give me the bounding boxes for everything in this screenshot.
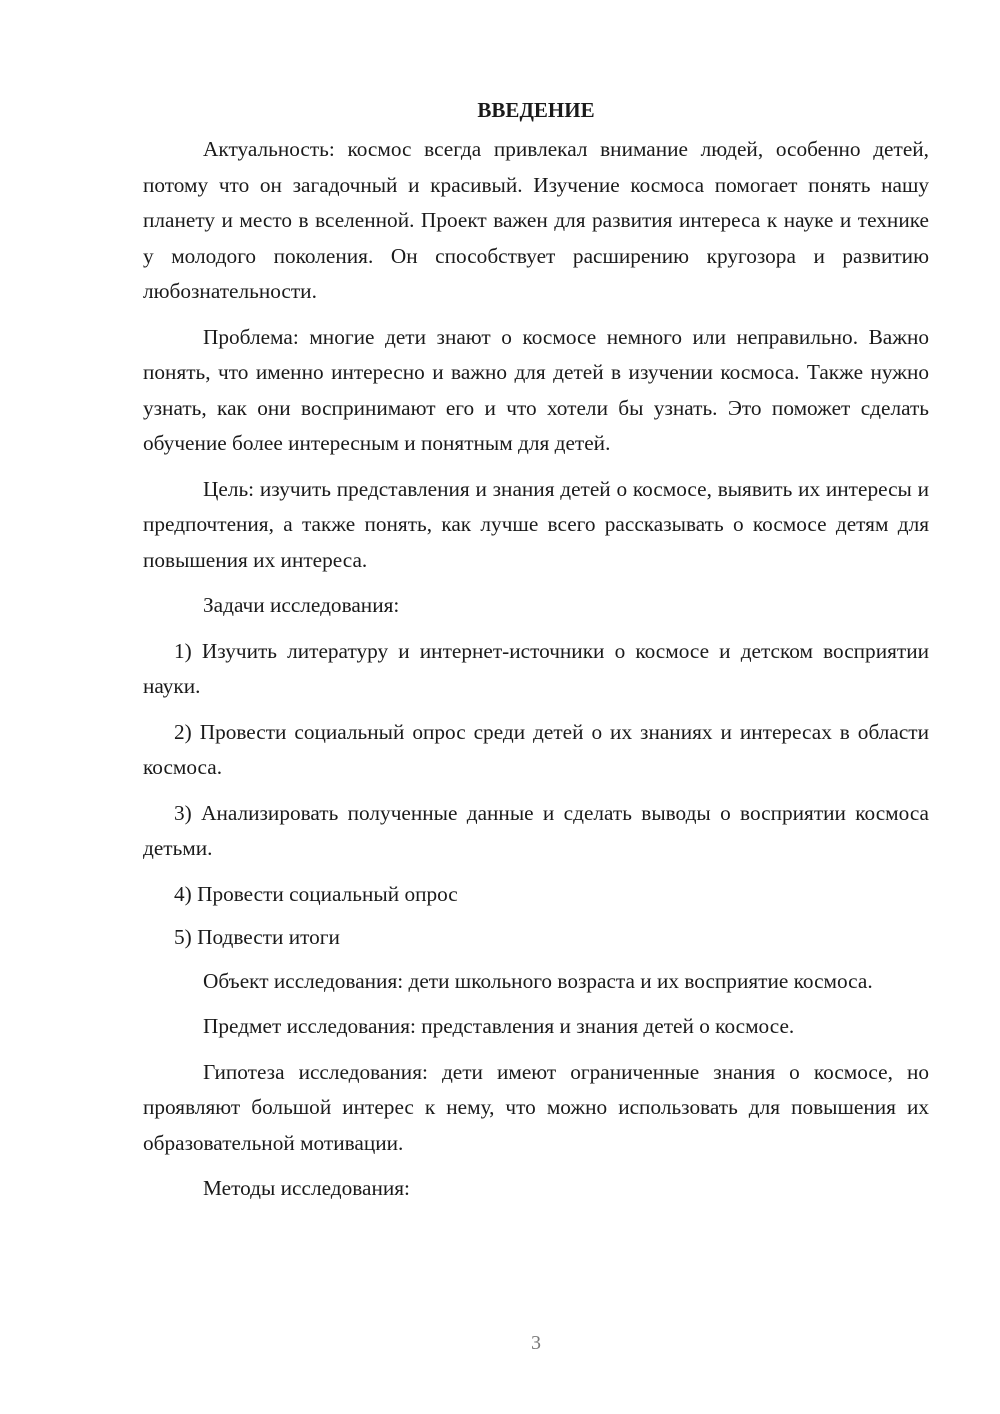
methods-heading: Методы исследования: — [203, 1176, 410, 1200]
tasks-heading: Задачи исследования: — [203, 593, 400, 617]
problem-paragraph: Проблема: многие дети знают о космосе немного или неправильно. Важно понять, что именно интересно и важно для детей в изучении космоса. Также нужно узнать, как они воспринимают его и что хотели бы узнать. Это поможет сделать обучение более интересным и понятным для детей. — [143, 324, 929, 455]
object-paragraph: Объект исследования: дети школьного возраста и их восприятие космоса. — [203, 968, 873, 993]
task-item-1: 1) Изучить литературу и интернет-источники о космосе и детском восприятии науки. — [143, 638, 929, 698]
goal-paragraph: Цель: изучить представления и знания детей о космосе, выявить их интересы и предпочтения, а также понять, как лучше всего рассказывать о космосе детям для повышения их интереса. — [143, 476, 929, 572]
relevance-paragraph: Актуальность: космос всегда привлекал внимание людей, особенно детей, потому что он загадочный и красивый. Изучение космоса помогает понять нашу планету и место в вселенной. Проект важен для развития интереса к науке и технике у молодого поколения. Он способствует расширению кругозора и развитию любознательности. — [143, 137, 929, 303]
task-item-5: 5) Подвести итоги — [174, 925, 340, 949]
page-number: 3 — [531, 1332, 541, 1354]
page-title: ВВЕДЕНИЕ — [477, 98, 595, 122]
task-item-2: 2) Провести социальный опрос среди детей о их знаниях и интересах в области космоса. — [143, 719, 929, 779]
task-item-4: 4) Провести социальный опрос — [174, 881, 458, 906]
hypothesis-paragraph: Гипотеза исследования: дети имеют ограниченные знания о космосе, но проявляют большой интерес к нему, что можно использовать для повышения их образовательной мотивации. — [143, 1059, 929, 1155]
document-page — [143, 92, 929, 1217]
subject-paragraph: Предмет исследования: представления и знания детей о космосе. — [203, 1014, 795, 1038]
task-item-3: 3) Анализировать полученные данные и сделать выводы о восприятии космоса детьми. — [143, 800, 929, 860]
